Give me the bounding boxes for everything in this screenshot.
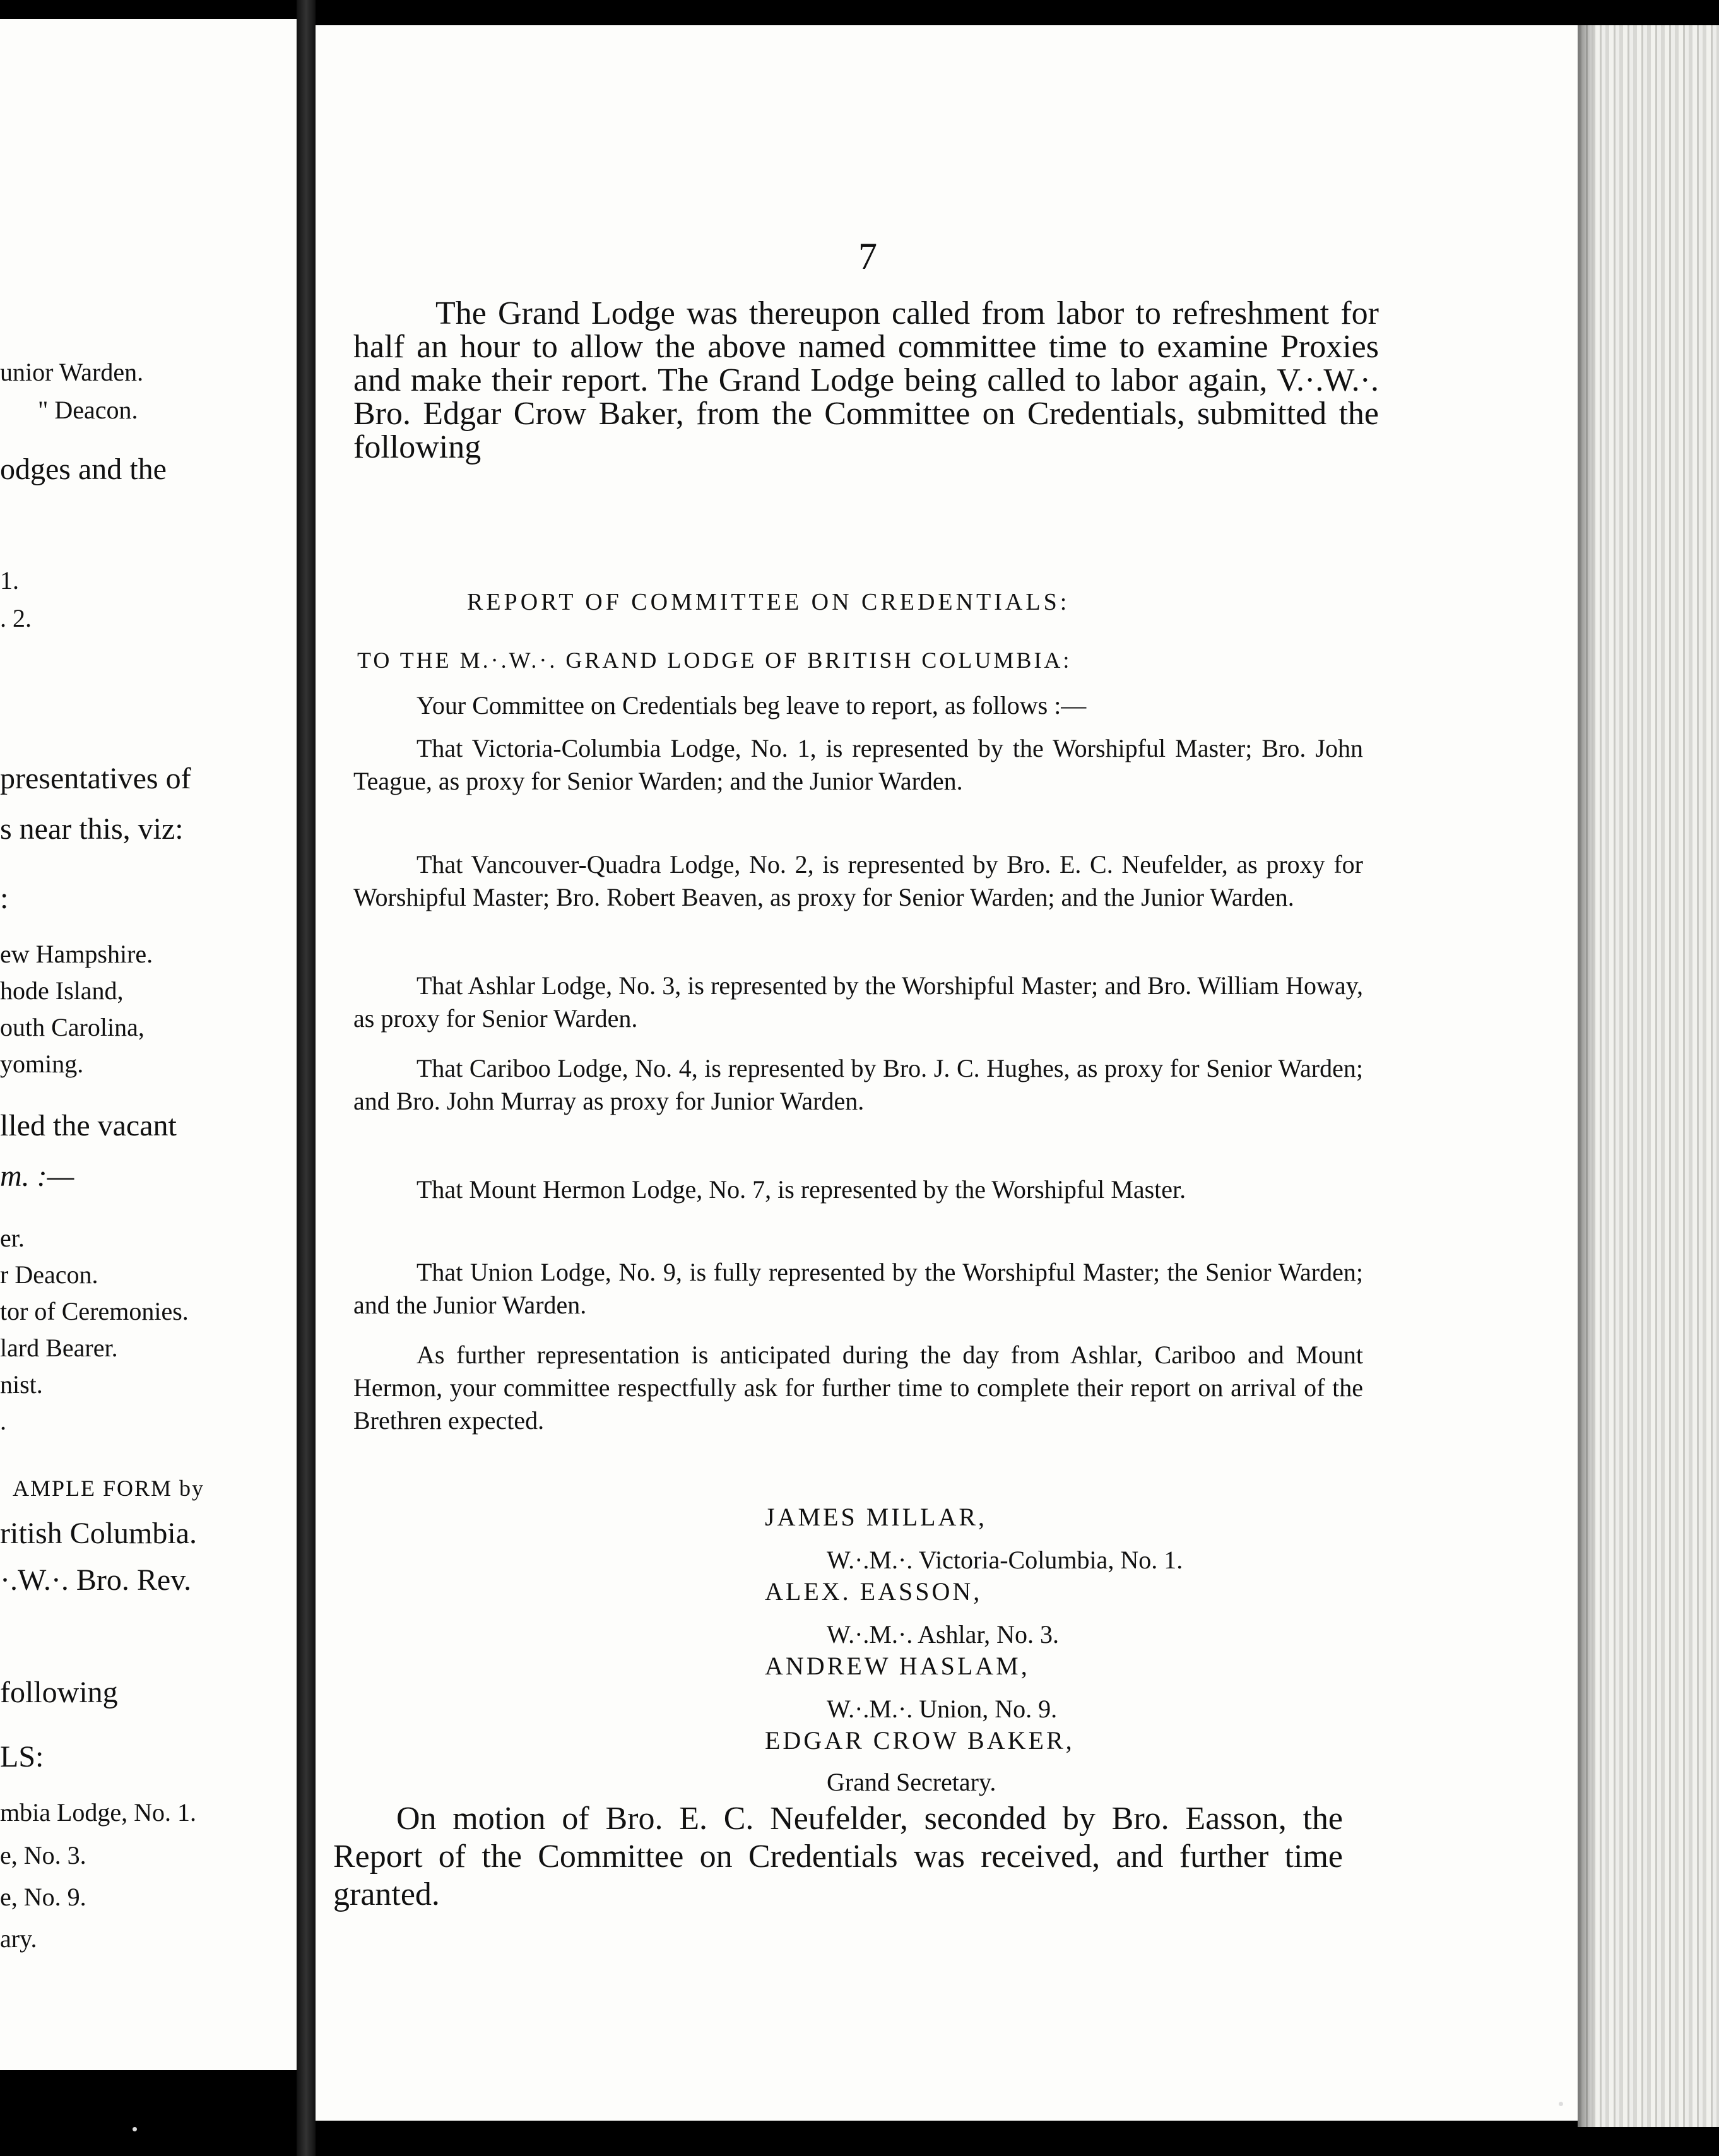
motion-paragraph: On motion of Bro. E. C. Neufelder, seconded by Bro. Easson, the Report of the Committee on Credentials was received, and further time granted. [333,1801,1343,1912]
signatory-name: EDGAR CROW BAKER, [765,1726,1075,1755]
signatory-name: JAMES MILLAR, [765,1503,988,1531]
left-page-line: s near this, viz: [0,812,184,846]
scan-speck [1559,2102,1563,2106]
left-page-line: nist. [0,1370,43,1399]
book-gutter [297,0,316,2156]
page-fore-edge [1578,25,1719,2127]
report-heading: REPORT OF COMMITTEE ON CREDENTIALS: [467,589,1070,615]
report-paragraph: That Victoria-Columbia Lodge, No. 1, is represented by the Worshipful Master; Bro. John Teague, as proxy for Senior Warden; and the Junior Warden. [353,734,1363,795]
report-paragraph: That Cariboo Lodge, No. 4, is represented by Bro. J. C. Hughes, as proxy for Senior Warden; and Bro. John Murray as proxy for Junior Warden. [353,1054,1363,1115]
intro-paragraph: The Grand Lodge was thereupon called from labor to refreshment for half an hour to allow the above named committee time to examine Proxies and make their report. The Grand Lodge being called to labor again, V.·.W.·. Bro. Edgar Crow Baker, from the Committee on Credentials, submitted the following [353,295,1379,465]
left-page-line: hode Island, [0,976,124,1005]
signatory-name: ALEX. EASSON, [765,1577,983,1606]
report-paragraph: That Union Lodge, No. 9, is fully represented by the Worshipful Master; the Senior Warden; and the Junior Warden. [353,1258,1363,1319]
signatory-title: W.·.M.·. Union, No. 9. [827,1695,1058,1723]
left-page-line: : [0,882,9,915]
left-facing-page [0,19,297,2070]
left-page-line: ew Hampshire. [0,940,153,968]
left-page-line: . [0,1407,6,1435]
left-page-line: odges and the [0,453,167,486]
left-page-line: lard Bearer. [0,1334,118,1362]
left-page-line: yoming. [0,1050,84,1078]
scan-speck [133,2127,137,2131]
left-page-line: ary. [0,1924,37,1953]
report-paragraph: That Mount Hermon Lodge, No. 7, is represented by the Worshipful Master. [416,1175,1186,1204]
signatory-title: Grand Secretary. [827,1768,996,1796]
left-page-line: " Deacon. [38,396,138,424]
page-number: 7 [858,235,877,277]
left-page-line: tor of Ceremonies. [0,1297,189,1325]
left-page-line: er. [0,1224,25,1252]
report-paragraph: That Ashlar Lodge, No. 3, is represented by the Worshipful Master; and Bro. William Howay, as proxy for Senior Warden. [353,971,1363,1033]
report-address: TO THE M.·.W.·. GRAND LODGE OF BRITISH COLUMBIA: [357,648,1072,673]
signatory-name: ANDREW HASLAM, [765,1652,1030,1680]
left-page-line: e, No. 3. [0,1841,86,1869]
left-page-line: following [0,1676,118,1709]
report-paragraph: Your Committee on Credentials beg leave to report, as follows :— [416,691,1087,720]
page-edge-shadow [1578,25,1597,2127]
report-paragraph: That Vancouver-Quadra Lodge, No. 2, is represented by Bro. E. C. Neufelder, as proxy for Worshipful Master; Bro. Robert Beaven, as proxy for Senior Warden; and the Junior Warden. [353,850,1363,911]
left-page-line: outh Carolina, [0,1013,145,1041]
left-page-line: ritish Columbia. [0,1517,197,1550]
left-page-line: mbia Lodge, No. 1. [0,1798,197,1827]
left-page-line: presentatives of [0,762,191,795]
signatory-title: W.·.M.·. Victoria-Columbia, No. 1. [827,1546,1183,1574]
left-page-line: LS: [0,1740,44,1774]
signatory-title: W.·.M.·. Ashlar, No. 3. [827,1620,1060,1649]
left-page-line: e, No. 9. [0,1883,86,1911]
left-page-line: r Deacon. [0,1260,98,1289]
left-page-line: . 2. [0,604,32,632]
left-page-line: ·.W.·. Bro. Rev. [0,1563,192,1597]
report-paragraph: As further representation is anticipated during the day from Ashlar, Cariboo and Mount Hermon, your committee respectfully ask for further time to complete their report on arrival of the Brethren expected. [353,1341,1363,1435]
left-page-line: AMPLE FORM by [13,1476,205,1501]
left-page-line: lled the vacant [0,1109,177,1142]
left-page-line: 1. [0,566,19,595]
left-page-line: unior Warden. [0,358,144,386]
left-page-line: m. :— [0,1159,74,1193]
